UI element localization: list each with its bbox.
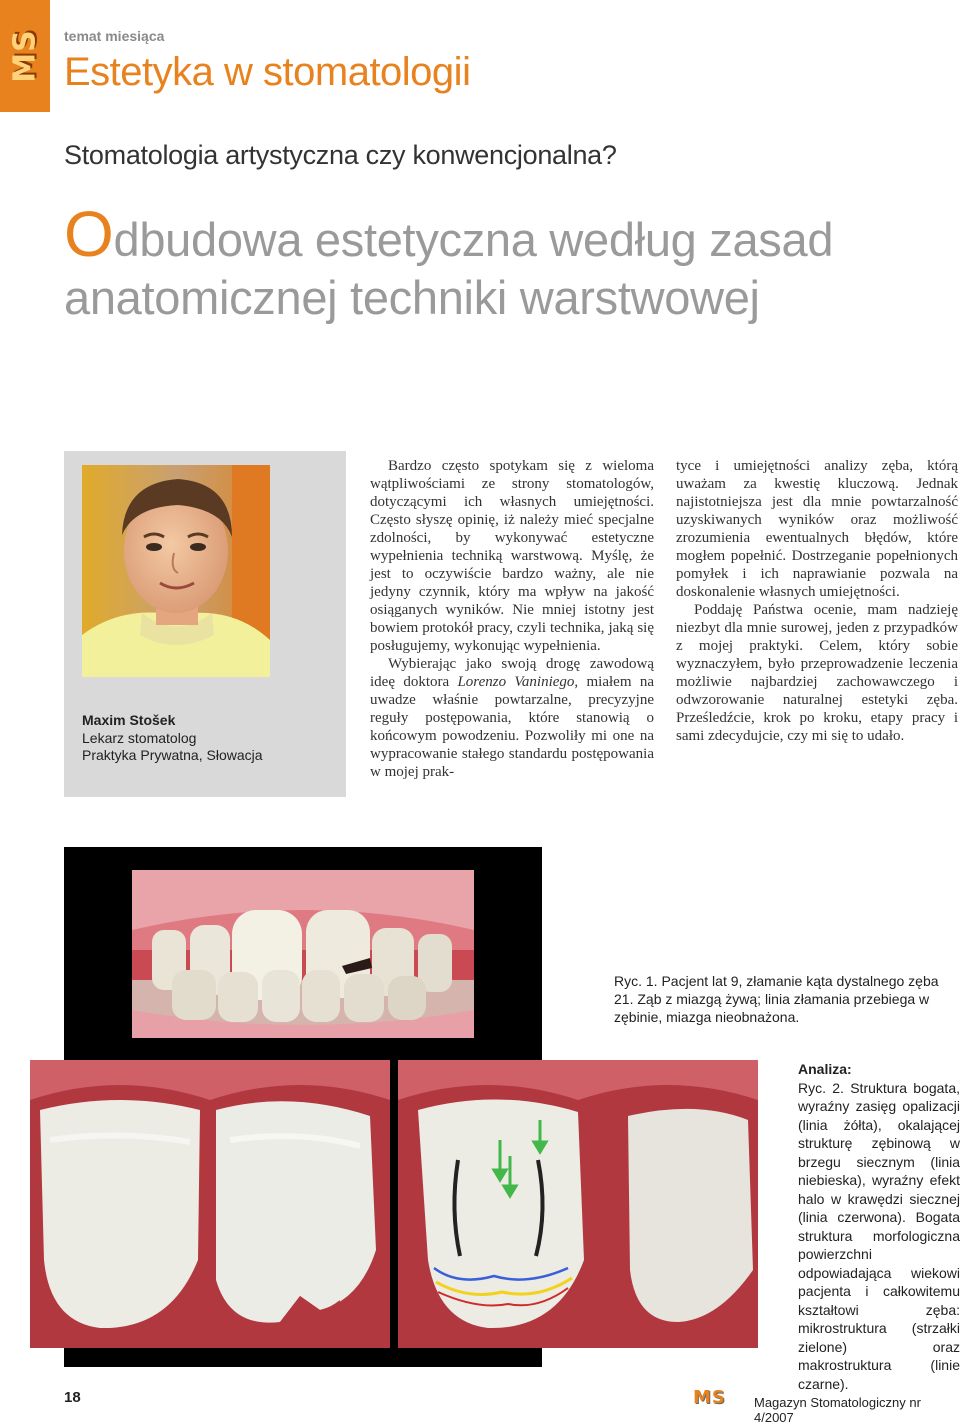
analysis-text: Ryc. 2. Struktura bogata, wyraźny zasięg opalizacji (linia żółta), okalającej strukturę zębinową w brzegu siecznym (linia niebieska), wyraźny efekt halo w krawędzi siecznej (linia czerwona). Bogata struktura morfologiczna powierzchni odpowiadająca wiekowi pacjenta i całkowitemu kształtowi zęba: mikrostruktura (strzałki zielone) oraz makrostruktura (linie czarne). [798, 1079, 960, 1392]
article-subtitle: Stomatologia artystyczna czy konwencjonalna? [64, 140, 617, 170]
body-paragraph: Poddaję Państwa ocenie, mam nadzieję niezbyt dla mnie surowej, jeden z przypadków z mojej praktyki. Celem, który sobie wyznaczyłem, było przeprowadzenie leczenia możliwie najbardziej zachowawczego i odwzorowanie naturalnej estetyki zęba. Prześledźcie, krok po kroku, etapy pracy i sami zdecydujcie, czy mi się to udało. [676, 602, 958, 744]
analysis-heading: Analiza: [798, 1061, 852, 1077]
author-role: Lekarz stomatolog [82, 730, 197, 746]
headline-text: dbudowa estetyczna według zasad anatomicznej techniki warstwowej [64, 213, 834, 324]
body-paragraph: tyce i umiejętności analizy zęba, którą uważam za kwestię kluczową. Jednak najistotniejsza jest dla mnie powtarzalność uzyskiwanych wyników oraz możliwość zrozumienia ewentualnych błędów, które mogłem popełnić. Dostrzeganie popełnionych pomyłek i ich naprawianie pozwala na doskonalenie własnych umiejętności. [676, 458, 958, 600]
paragraph-text: , miałem na uwadze właśnie powtarzalne, precyzyjne reguły postępowania, które stanowią o końcowym powodzeniu. Pozwoliły mi one na wypracowanie stałego standardu postępowania w mojej prak- [370, 674, 654, 780]
figure-1-caption: Ryc. 1. Pacjent lat 9, złamanie kąta dystalnego zęba 21. Ząb z miazgą żywą; linia złamania przebiega w zębinie, miazga nieobnażona. [614, 973, 939, 1025]
author-affiliation: Praktyka Prywatna, Słowacja [82, 747, 263, 763]
figure-2-photo-annotated [398, 1060, 758, 1348]
footer-magazine-issue: Magazyn Stomatologiczny nr 4/2007 [754, 1395, 921, 1425]
figure-1-photo [132, 870, 474, 1038]
footer-logo [693, 1388, 749, 1408]
body-paragraph: Bardzo często spotykam się z wieloma wątpliwościami ze strony stomatologów, dotyczącymi ich własnych umiejętności. Często słyszę opinię, iż należy mieć specjalne zdolności, by wykonywać estetyczne wypełnienia techniką warstwową. Myślę, że jest to oczywiście bardzo ważny, ale nie jedyny czynnik, który ma wpływ na jakość osiąganych wyników. Nie mniej istotny jest bowiem protokół pracy, czyli technika, jaką się posługujemy, wykonując wypełnienia. [370, 458, 654, 654]
section-label: temat miesiąca [64, 28, 165, 44]
page-number: 18 [64, 1389, 81, 1406]
article-headline [64, 198, 944, 327]
footer-logo-text: MS [693, 1387, 726, 1408]
figure-2-analysis [798, 1060, 960, 1393]
body-column-2 [676, 457, 958, 745]
magazine-logo-text: MS [7, 29, 43, 83]
paragraph-text: Wybierając jako swoją drogę zawodową ideę doktora [370, 656, 654, 690]
body-column-1 [370, 457, 654, 781]
headline-initial: O [64, 198, 114, 270]
body-paragraph [370, 655, 654, 781]
doctor-name-italic: Lorenzo Vaniniego [457, 674, 575, 690]
magazine-logo-tab [0, 0, 50, 112]
figure-2-photo-left [30, 1060, 390, 1348]
author-photo [82, 465, 270, 677]
section-title: Estetyka w stomatologii [64, 50, 471, 94]
author-name: Maxim Stošek [82, 712, 176, 728]
